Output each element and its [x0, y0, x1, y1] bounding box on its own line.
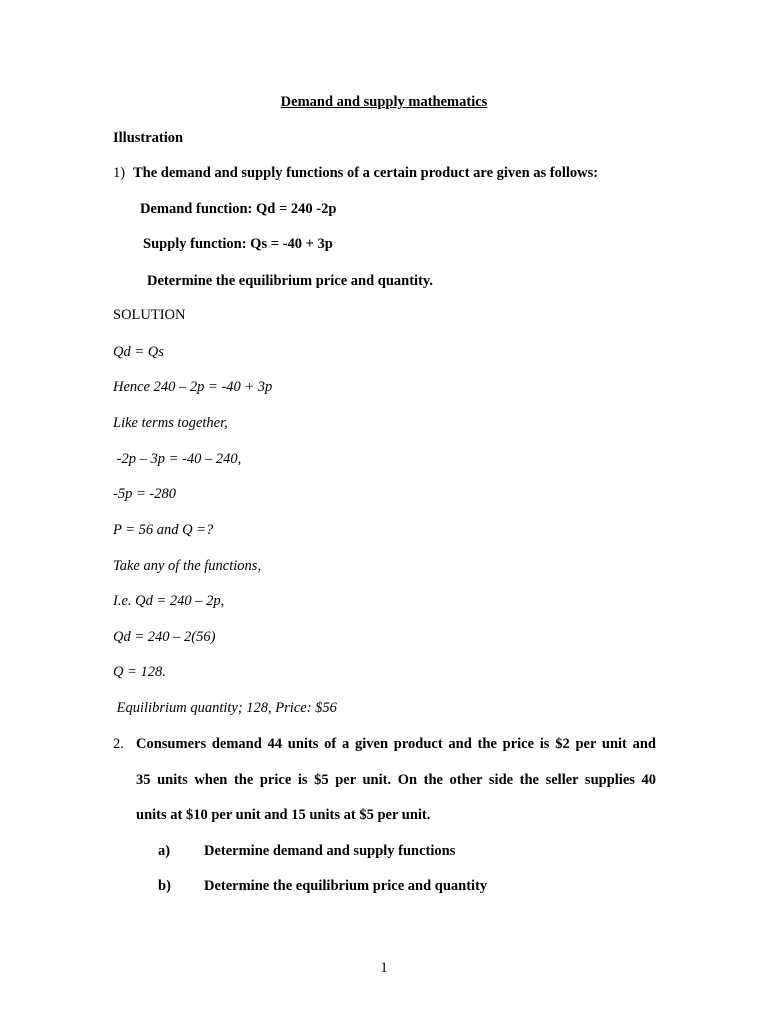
solution-heading: SOLUTION	[113, 307, 186, 323]
solution-step: Q = 128.	[113, 664, 166, 680]
solution-step: P = 56 and Q =?	[113, 522, 214, 538]
question-2-line: Consumers demand 44 units of a given product and the price is $2 per unit and	[136, 736, 656, 752]
question-2-number: 2.	[113, 736, 124, 752]
question-1-task: Determine the equilibrium price and quantity.	[147, 273, 433, 289]
part-a-text: Determine demand and supply functions	[204, 843, 456, 859]
question-2-line: 35 units when the price is $5 per unit. On the other side the seller supplies 40	[136, 772, 656, 788]
illustration-heading: Illustration	[113, 130, 184, 146]
solution-step: Like terms together,	[113, 415, 228, 431]
solution-step: -5p = -280	[113, 486, 176, 502]
solution-step: I.e. Qd = 240 – 2p,	[113, 593, 225, 609]
solution-step: Qd = 240 – 2(56)	[113, 629, 216, 645]
solution-step: Hence 240 – 2p = -40 + 3p	[113, 379, 273, 395]
supply-function: Supply function: Qs = -40 + 3p	[143, 236, 333, 252]
page-number: 1	[380, 960, 388, 976]
solution-step: -2p – 3p = -40 – 240,	[113, 451, 242, 467]
demand-function: Demand function: Qd = 240 -2p	[140, 201, 337, 217]
part-b-label: b)	[158, 878, 171, 894]
solution-step: Take any of the functions,	[113, 558, 262, 574]
question-1-number: 1)	[113, 165, 126, 181]
part-a-label: a)	[158, 843, 171, 859]
document-title: Demand and supply mathematics	[280, 94, 488, 110]
part-b-text: Determine the equilibrium price and quantity	[204, 878, 488, 894]
solution-answer: Equilibrium quantity; 128, Price: $56	[113, 700, 337, 716]
solution-step: Qd = Qs	[113, 344, 164, 360]
question-2-line: units at $10 per unit and 15 units at $5 per unit.	[136, 807, 431, 823]
question-1-prompt: The demand and supply functions of a certain product are given as follows:	[133, 165, 599, 181]
